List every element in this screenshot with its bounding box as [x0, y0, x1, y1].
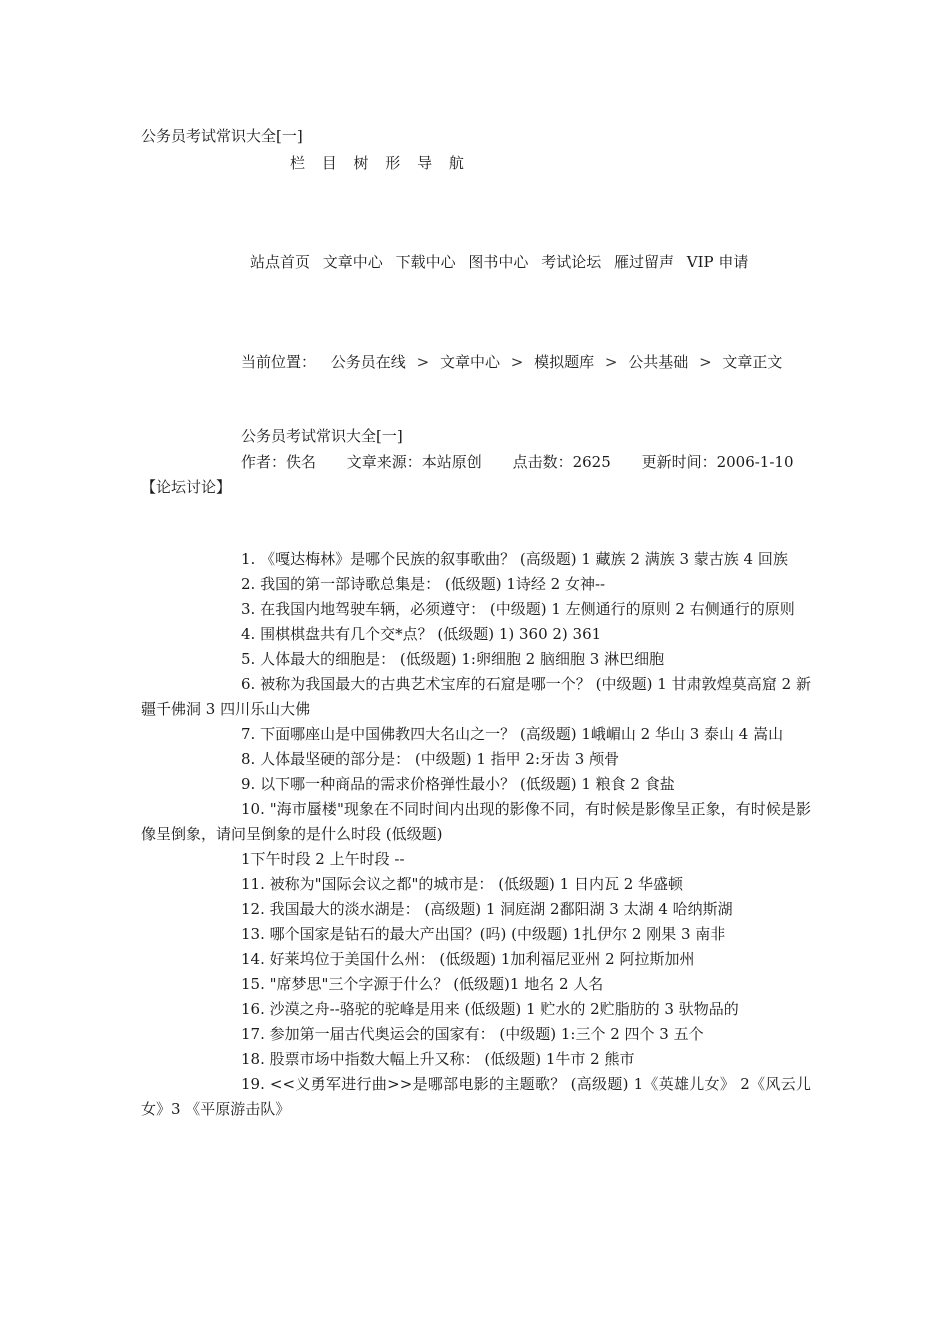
breadcrumb-separator: > [699, 353, 712, 371]
question-item: 13. 哪个国家是钻石的最大产出国？(吗) (中级题) 1扎伊尔 2 刚果 3 南非 [241, 925, 726, 943]
nav-vip[interactable]: VIP 申请 [686, 253, 749, 271]
article-hits: 点击数：2625 [512, 453, 611, 471]
nav-forum[interactable]: 考试论坛 [541, 253, 602, 271]
question-item: 5. 人体最大的细胞是： (低级题) 1:卵细胞 2 脑细胞 3 淋巴细胞 [241, 650, 665, 668]
document-title: 公务员考试常识大全[一] [141, 127, 303, 145]
breadcrumb-item[interactable]: 模拟题库 [534, 353, 595, 371]
breadcrumb-separator: > [416, 353, 430, 371]
forum-discussion-link[interactable]: 【论坛讨论】 [141, 478, 232, 496]
question-item: 9. 以下哪一种商品的需求价格弹性最小？ (低级题) 1 粮食 2 食盐 [241, 775, 675, 793]
question-item: 14. 好莱坞位于美国什么州： (低级题) 1加利福尼亚州 2 阿拉斯加州 [241, 950, 695, 968]
question-item: 7. 下面哪座山是中国佛教四大名山之一？ (高级题) 1峨嵋山 2 华山 3 泰山 4 嵩山 [241, 725, 784, 743]
question-item: 18. 股票市场中指数大幅上升又称： (低级题) 1牛市 2 熊市 [241, 1050, 635, 1068]
nav-books[interactable]: 图书中心 [468, 253, 529, 271]
nav-articles[interactable]: 文章中心 [322, 253, 383, 271]
tree-nav-label[interactable]: 栏 目 树 形 导 航 [290, 154, 470, 172]
question-item: 3. 在我国内地驾驶车辆，必须遵守： (中级题) 1 左侧通行的原则 2 右侧通行的原则 [241, 600, 795, 618]
breadcrumb-prefix: 当前位置： [241, 353, 317, 371]
question-item: 15. "席梦思"三个字源于什么？ (低级题)1 地名 2 人名 [241, 975, 604, 993]
question-item: 6. 被称为我国最大的古典艺术宝库的石窟是哪一个？ (中级题) 1 甘肃敦煌莫高窟 2 新疆千佛洞 3 四川乐山大佛 [141, 675, 811, 718]
breadcrumb-item: 文章正文 [722, 353, 783, 371]
question-answer-options: 1下午时段 2 上午时段 -- [241, 850, 405, 868]
question-item: 17. 参加第一届古代奥运会的国家有： (中级题) 1:三个 2 四个 3 五个 [241, 1025, 704, 1043]
nav-guestbook[interactable]: 雁过留声 [613, 253, 674, 271]
question-item: 2. 我国的第一部诗歌总集是： (低级题) 1诗经 2 女神-- [241, 575, 606, 593]
article-title: 公务员考试常识大全[一] [241, 427, 403, 445]
article-meta [241, 451, 794, 472]
article-updated: 更新时间：2006-1-10 [641, 453, 794, 471]
question-item: 10. "海市蜃楼"现象在不同时间内出现的影像不同，有时候是影像呈正象，有时候是影像呈倒象，请问呈倒象的是什么时段 (低级题) [141, 800, 811, 843]
question-list [141, 547, 811, 1122]
question-item: 11. 被称为"国际会议之都"的城市是： (低级题) 1 日内瓦 2 华盛顿 [241, 875, 684, 893]
nav-home[interactable]: 站点首页 [250, 253, 311, 271]
nav-downloads[interactable]: 下载中心 [395, 253, 456, 271]
article-author: 作者：佚名 [241, 453, 317, 471]
article-source: 文章来源：本站原创 [346, 453, 482, 471]
breadcrumb-item[interactable]: 文章中心 [439, 353, 500, 371]
question-item: 4. 围棋棋盘共有几个交*点？ (低级题) 1) 360 2) 361 [241, 625, 602, 643]
breadcrumb-item[interactable]: 公共基础 [628, 353, 689, 371]
question-item: 12. 我国最大的淡水湖是： (高级题) 1 洞庭湖 2鄱阳湖 3 太湖 4 哈纳斯湖 [241, 900, 733, 918]
breadcrumb [241, 351, 782, 372]
breadcrumb-item[interactable]: 公务员在线 [330, 353, 406, 371]
top-nav [250, 251, 756, 272]
question-item: 1. 《嘎达梅林》是哪个民族的叙事歌曲？ (高级题) 1 藏族 2 满族 3 蒙古族 4 回族 [241, 550, 788, 568]
breadcrumb-separator: > [510, 353, 524, 371]
question-item: 16. 沙漠之舟--骆驼的驼峰是用来 (低级题) 1 贮水的 2贮脂肪的 3 驮物品的 [241, 1000, 739, 1018]
question-item: 19. <<义勇军进行曲>>是哪部电影的主题歌？ (高级题) 1《英雄儿女》 2《风云儿女》3 《平原游击队》 [141, 1075, 811, 1118]
breadcrumb-separator: > [604, 353, 618, 371]
question-item: 8. 人体最坚硬的部分是： (中级题) 1 指甲 2:牙齿 3 颅骨 [241, 750, 620, 768]
